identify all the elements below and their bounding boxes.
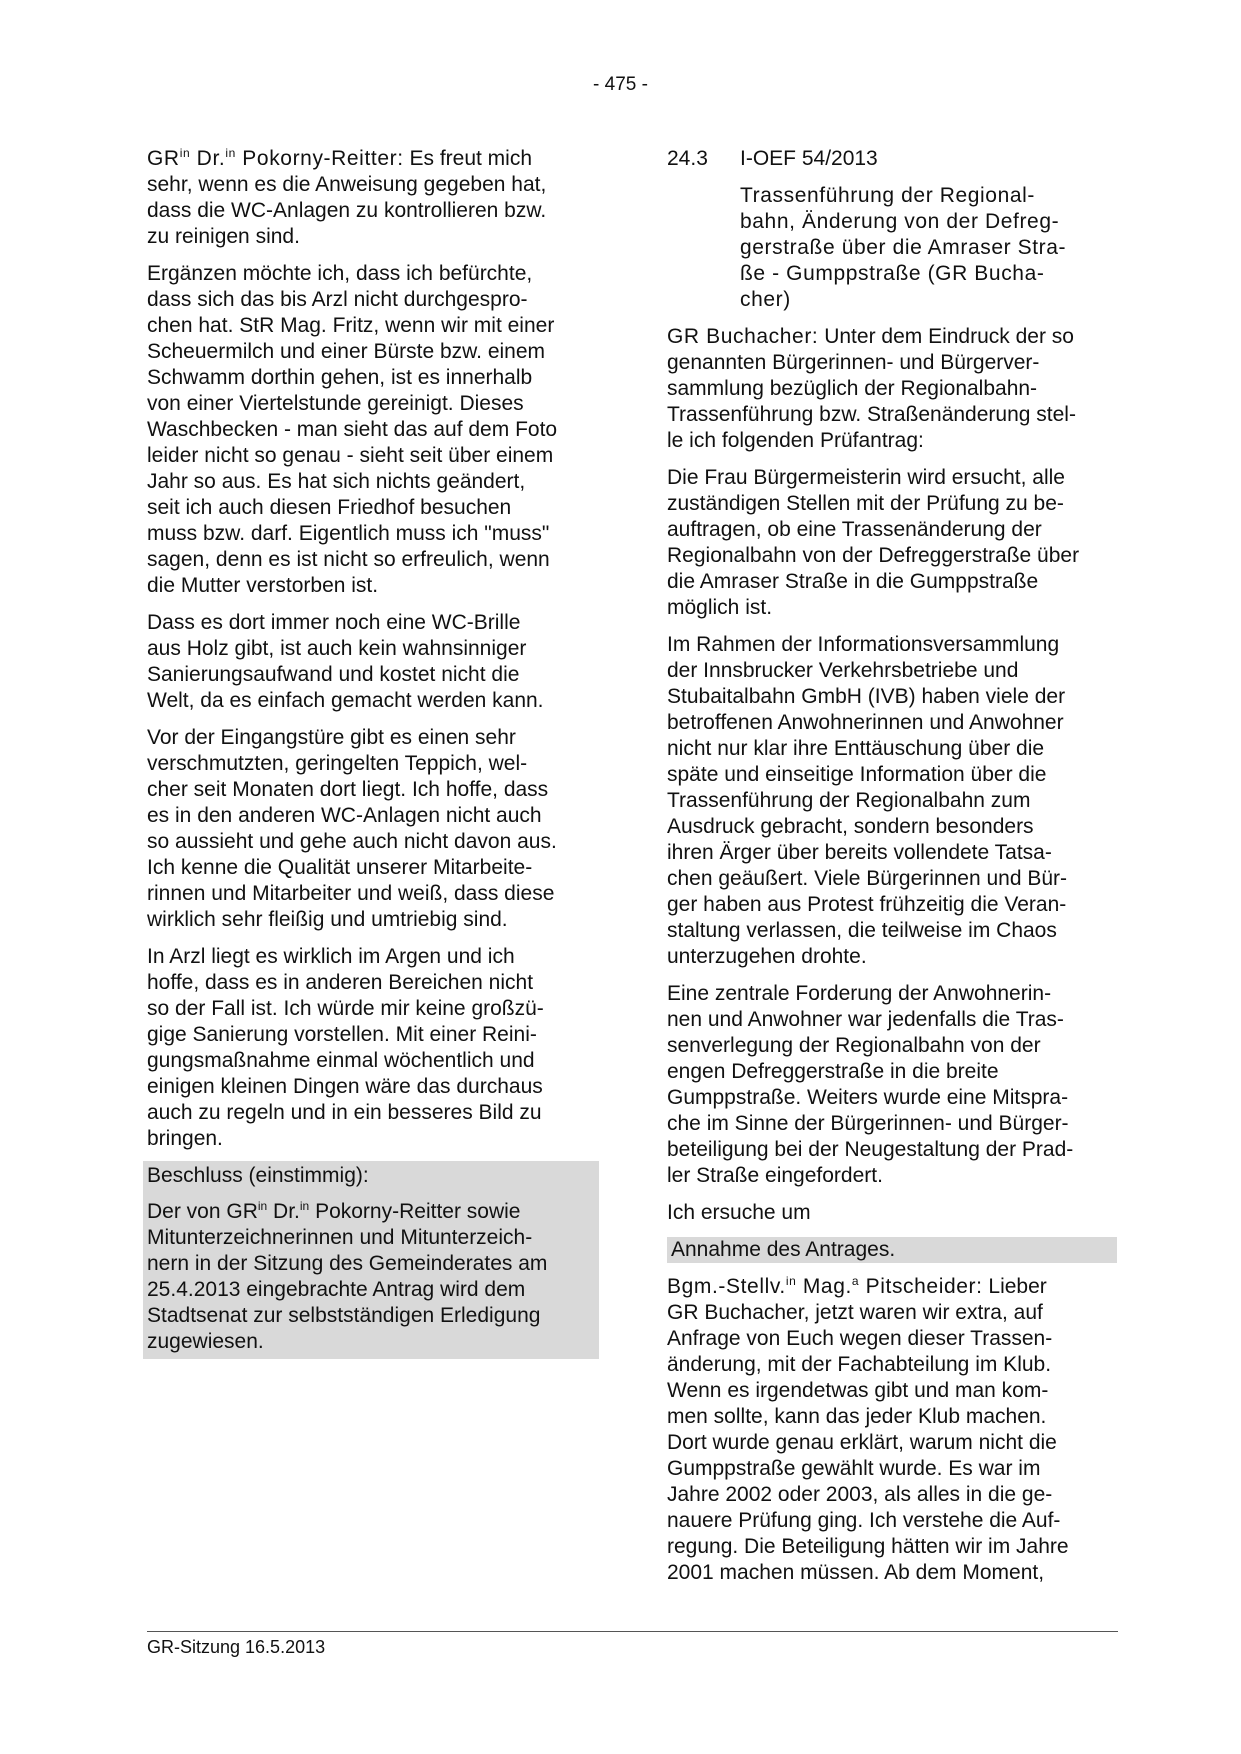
agenda-item-number: 24.3 <box>667 147 708 170</box>
speech-paragraph: Im Rahmen der Informationsversammlung der Innsbrucker Verkehrsbetriebe und Stubaitalbahn GmbH (IVB) haben viele der betroffenen Anwohnerinnen und Anwohner nicht nur klar ihre Enttäuschung über die späte und einseitige Information über die Trassenführung der Regionalbahn zum Ausdruck gebracht, sondern besonders ihren Ärger über bereits vollendete Tatsa- chen geäußert. Viele Bürgerinnen und Bür- ger haben aus Protest frühzeitig die Veran- staltung verlassen, die teilweise im Chaos unterzugehen drohte. <box>667 633 1068 968</box>
agenda-item-code: I-OEF 54/2013 <box>740 147 878 170</box>
decision-label: Beschluss (einstimmig): <box>147 1164 369 1187</box>
left-column <box>147 146 595 1359</box>
speech-paragraph: In Arzl liegt es wirklich im Argen und ich hoffe, dass es in anderen Bereichen nicht so der Fall ist. Ich würde mir keine großzü- gige Sanierung vorstellen. Mit einer Reini- gungsmaßnahme einmal wöchentlich und einigen kleinen Dingen wäre das durchaus auch zu regeln und in ein besseres Bild zu bringen. <box>147 945 544 1150</box>
speech-paragraph: Bgm.-Stellv.$^{in}$ Mag.$^a$ Pitscheider: Lieber GR Buchacher, jetzt waren wir extra, auf Anfrage von Euch wegen dieser Trassen- änderung, mit der Fachabteilung im Klub. Wenn es irgendetwas gibt und man kom- men sollte, kann das jeder Klub machen. Dort wurde genau erklärt, warum nicht die Gumppstraße gewählt wurde. Es war im Jahre 2002 oder 2003, als alles in die ge- nauere Prüfung ging. Ich verstehe die Auf- regung. Die Beteiligung hätten wir im Jahre 2001 machen müssen. Ab dem Moment, <box>667 1274 1069 1584</box>
agenda-item-title: Trassenführung der Regional- bahn, Änderung von der Defreg- gerstraße über die Amraser Stra- ße - Gumppstraße (GR Bucha- cher) <box>740 184 1067 311</box>
speech-paragraph: GR Buchacher: Unter dem Eindruck der so genannten Bürgerinnen- und Bürgerver- sammlung bezüglich der Regionalbahn- Trassenführung bzw. Straßenänderung stel- le ich folgenden Prüfantrag: <box>667 325 1076 452</box>
page-number: - 475 - <box>593 74 648 95</box>
footer-session-date: GR-Sitzung 16.5.2013 <box>147 1637 326 1657</box>
motion-label: Annahme des Antrages. <box>667 1237 1117 1263</box>
motion-paragraph: Die Frau Bürgermeisterin wird ersucht, alle zuständigen Stellen mit der Prüfung zu be- auftragen, ob eine Trassenänderung der Regionalbahn von der Defreggerstraße über die Amraser Straße in die Gumppstraße möglich ist. <box>667 466 1080 619</box>
agenda-item-header <box>667 146 1117 172</box>
speech-paragraph: Ergänzen möchte ich, dass ich befürchte, dass sich das bis Arzl nicht durchgespro- chen hat. StR Mag. Fritz, wenn wir mit einer Scheuermilch und einer Bürste bzw. einem Schwamm dorthin gehen, ist es innerhalb von einer Viertelstunde gereinigt. Dieses Waschbecken - man sieht das auf dem Foto leider nicht so genau - sieht seit über einem Jahr so aus. Es hat sich nichts geändert, seit ich auch diesen Friedhof besuchen muss bzw. darf. Eigentlich muss ich "muss" sagen, denn es ist nicht so erfreulich, wenn die Mutter verstorben ist. <box>147 262 558 597</box>
decision-block <box>143 1161 599 1359</box>
speaker-name: Bgm.-Stellv.$^{in}$ Mag.$^a$ Pitscheider: <box>667 1274 983 1298</box>
right-column <box>667 146 1117 1597</box>
speech-paragraph: Dass es dort immer noch eine WC-Brille aus Holz gibt, ist auch kein wahnsinniger Sanierungsaufwand und kostet nicht die Welt, da es einfach gemacht werden kann. <box>147 611 544 712</box>
speech-paragraph: Vor der Eingangstüre gibt es einen sehr verschmutzten, geringelten Teppich, wel- cher seit Monaten dort liegt. Ich hoffe, dass es in den anderen WC-Anlagen nicht auch so aussieht und gehe auch nicht davon aus. Ich kenne die Qualität unserer Mitarbeite- rinnen und Mitarbeiter und weiß, dass diese wirklich sehr fleißig und umtriebig sind. <box>147 726 557 931</box>
speaker-name: $GR^{in}$ Dr.$^{in}$ Pokorny-Reitter: <box>147 146 404 170</box>
speaker-name: GR Buchacher: <box>667 325 819 348</box>
speech-paragraph: Ich ersuche um <box>667 1201 811 1224</box>
footer-divider <box>147 1631 1118 1632</box>
speech-paragraph: Eine zentrale Forderung der Anwohnerin- nen und Anwohner war jedenfalls die Tras- senverlegung der Regionalbahn von der engen Defreggerstraße in die breite Gumppstraße. Weiters wurde eine Mitspra- che im Sinne der Bürgerinnen- und Bürger- beteiligung bei der Neugestaltung der Prad- ler Straße eingefordert. <box>667 982 1074 1187</box>
speech-paragraph: $GR^{in}$ Dr.$^{in}$ Pokorny-Reitter: Es freut mich sehr, wenn es die Anweisung gegeben hat, dass die WC-Anlagen zu kontrollieren bzw. zu reinigen sind. <box>147 146 547 248</box>
decision-text: Der von $GR^{in}$ Dr.$^{in}$ Pokorny-Reitter sowie Mitunterzeichnerinnen und Mitunterzeich- nern in der Sitzung des Gemeinderates am 25.4.2013 eingebrachte Antrag wird dem Stadtsenat zur selbstständigen Erledigung zugewiesen. <box>147 1199 548 1353</box>
